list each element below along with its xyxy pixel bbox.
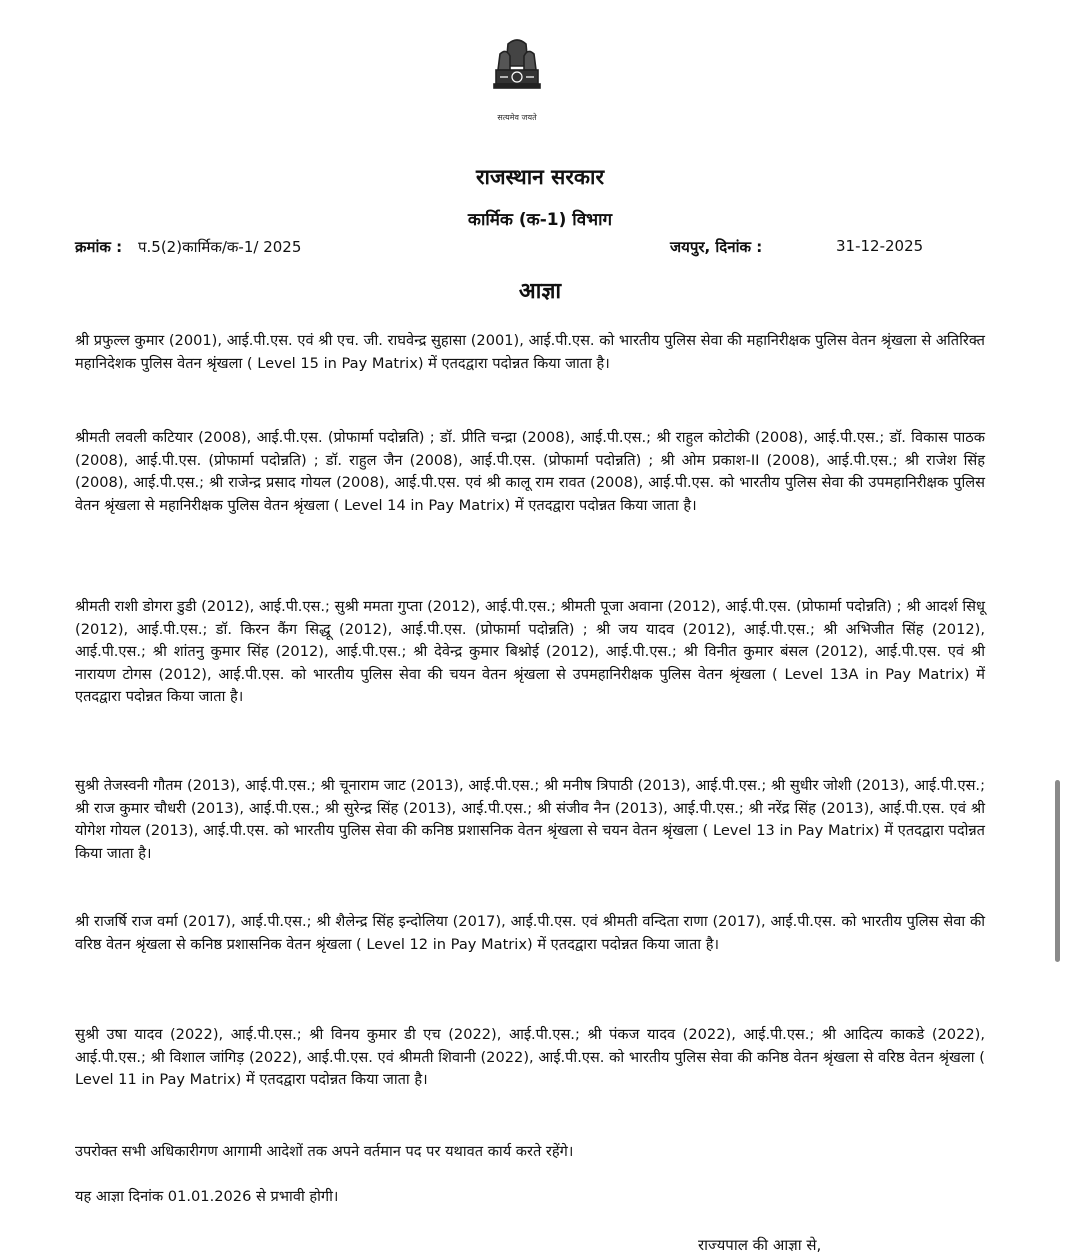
order-heading: आज्ञा xyxy=(518,279,562,304)
reference-number: प.5(2)कार्मिक/क-1/ 2025 xyxy=(138,238,302,256)
reference-label: क्रमांक : xyxy=(75,238,123,256)
promotion-paragraph-level-13a: श्रीमती राशी डोगरा डुडी (2012), आई.पी.एस.; सुश्री ममता गुप्ता (2012), आई.पी.एस.; श्रीमती पूजा अवाना (2012), आई.पी.एस. (प्रोफार्मा पदोन्नति) ; श्री आदर्श सिधू (2012), आई.पी.एस.; डॉ. किरन कैंग सिद्धू (2012), आई.पी.एस. (प्रोफार्मा पदोन्नति) ; श्री जय यादव (2012), आई.पी.एस.; श्री अभिजीत सिंह (2012), आई.पी.एस.; श्री शांतनु कुमार सिंह (2012), आई.पी.एस.; श्री देवेन्द्र कुमार बिश्नोई (2012), आई.पी.एस.; श्री विनीत कुमार बंसल (2012), आई.पी.एस. एवं श्री नारायण टोगस (2012), आई.पी.एस. को भारतीय पुलिस सेवा की चयन वेतन श्रृंखला से उपमहानिरीक्षक पुलिस वेतन श्रृंखला ( Level 13A in Pay Matrix) में एतदद्वारा पदोन्नत किया जाता है। xyxy=(75,598,985,705)
department-title: कार्मिक (क-1) विभाग xyxy=(467,210,613,230)
promotion-paragraph-level-15: श्री प्रफुल्ल कुमार (2001), आई.पी.एस. एवं श्री एच. जी. राघवेन्द्र सुहासा (2001), आई.पी.एस. को भारतीय पुलिस सेवा की महानिरीक्षक पुलिस वेतन श्रृंखला से अतिरिक्त महानिदेशक पुलिस वेतन श्रृंखला ( Level 15 in Pay Matrix) में एतदद्वारा पदोन्नत किया जाता है। xyxy=(75,332,985,372)
continuation-note: उपरोक्त सभी अधिकारीगण आगामी आदेशों तक अपने वर्तमान पद पर यथावत कार्य करते रहेंगे। xyxy=(75,1143,574,1160)
promotion-paragraph-level-13: सुश्री तेजस्वनी गौतम (2013), आई.पी.एस.; श्री चूनाराम जाट (2013), आई.पी.एस.; श्री मनीष त्रिपाठी (2013), आई.पी.एस.; श्री सुधीर जोशी (2013), आई.पी.एस.; श्री राज कुमार चौधरी (2013), आई.पी.एस.; श्री सुरेन्द्र सिंह (2013), आई.पी.एस.; श्री संजीव नैन (2013), आई.पी.एस.; श्री नरेंद्र सिंह (2013), आई.पी.एस. एवं श्री योगेश गोयल (2013), आई.पी.एस. को भारतीय पुलिस सेवा की कनिष्ठ प्रशासनिक वेतन श्रृंखला से चयन वेतन श्रृंखला ( Level 13 in Pay Matrix) में एतदद्वारा पदोन्नत किया जाता है। xyxy=(75,777,985,862)
promotion-paragraph-level-12: श्री राजर्षि राज वर्मा (2017), आई.पी.एस.; श्री शैलेन्द्र सिंह इन्दोलिया (2017), आई.पी.एस. एवं श्रीमती वन्दिता राणा (2017), आई.पी.एस. को भारतीय पुलिस सेवा की वरिष्ठ वेतन श्रृंखला से कनिष्ठ प्रशासनिक वेतन श्रृंखला ( Level 12 in Pay Matrix) में एतदद्वारा पदोन्नत किया जाता है। xyxy=(75,913,986,953)
vertical-scrollbar[interactable] xyxy=(1055,780,1060,962)
promotion-paragraph-level-14: श्रीमती लवली कटियार (2008), आई.पी.एस. (प्रोफार्मा पदोन्नति) ; डॉ. प्रीति चन्द्रा (2008), आई.पी.एस.; श्री राहुल कोटोकी (2008), आई.पी.एस.; डॉ. विकास पाठक (2008), आई.पी.एस. (प्रोफार्मा पदोन्नति) ; डॉ. राहुल जैन (2008), आई.पी.एस. (प्रोफार्मा पदोन्नति) ; श्री ओम प्रकाश-II (2008), आई.पी.एस.; श्री राजेश सिंह (2008), आई.पी.एस.; श्री राजेन्द्र प्रसाद गोयल (2008), आई.पी.एस. एवं श्री कालू राम रावत (2008), आई.पी.एस. को भारतीय पुलिस सेवा की उपमहानिरीक्षक पुलिस वेतन श्रृंखला से महानिरीक्षक पुलिस वेतन श्रृंखला ( Level 14 in Pay Matrix) में एतदद्वारा पदोन्नत किया जाता है। xyxy=(75,429,985,514)
emblem-motto: सत्यमेव जयते xyxy=(497,113,537,122)
effective-date-note: यह आज्ञा दिनांक 01.01.2026 से प्रभावी होगी। xyxy=(75,1188,339,1205)
government-title: राजस्थान सरकार xyxy=(475,165,605,189)
order-date: 31-12-2025 xyxy=(836,237,924,255)
date-label: जयपुर, दिनांक : xyxy=(670,238,763,256)
promotion-paragraph-level-11: सुश्री उषा यादव (2022), आई.पी.एस.; श्री विनय कुमार डी एच (2022), आई.पी.एस.; श्री पंकज यादव (2022), आई.पी.एस.; श्री आदित्य काकडे (2022), आई.पी.एस.; श्री विशाल जांगिड़ (2022), आई.पी.एस. एवं श्रीमती शिवानी (2022), आई.पी.एस. को भारतीय पुलिस सेवा की कनिष्ठ वेतन श्रृंखला से वरिष्ठ वेतन श्रृंखला ( Level 11 in Pay Matrix) में एतदद्वारा पदोन्नत किया जाता है। xyxy=(75,1026,985,1088)
signature-line: राज्यपाल की आज्ञा से, xyxy=(698,1236,822,1254)
